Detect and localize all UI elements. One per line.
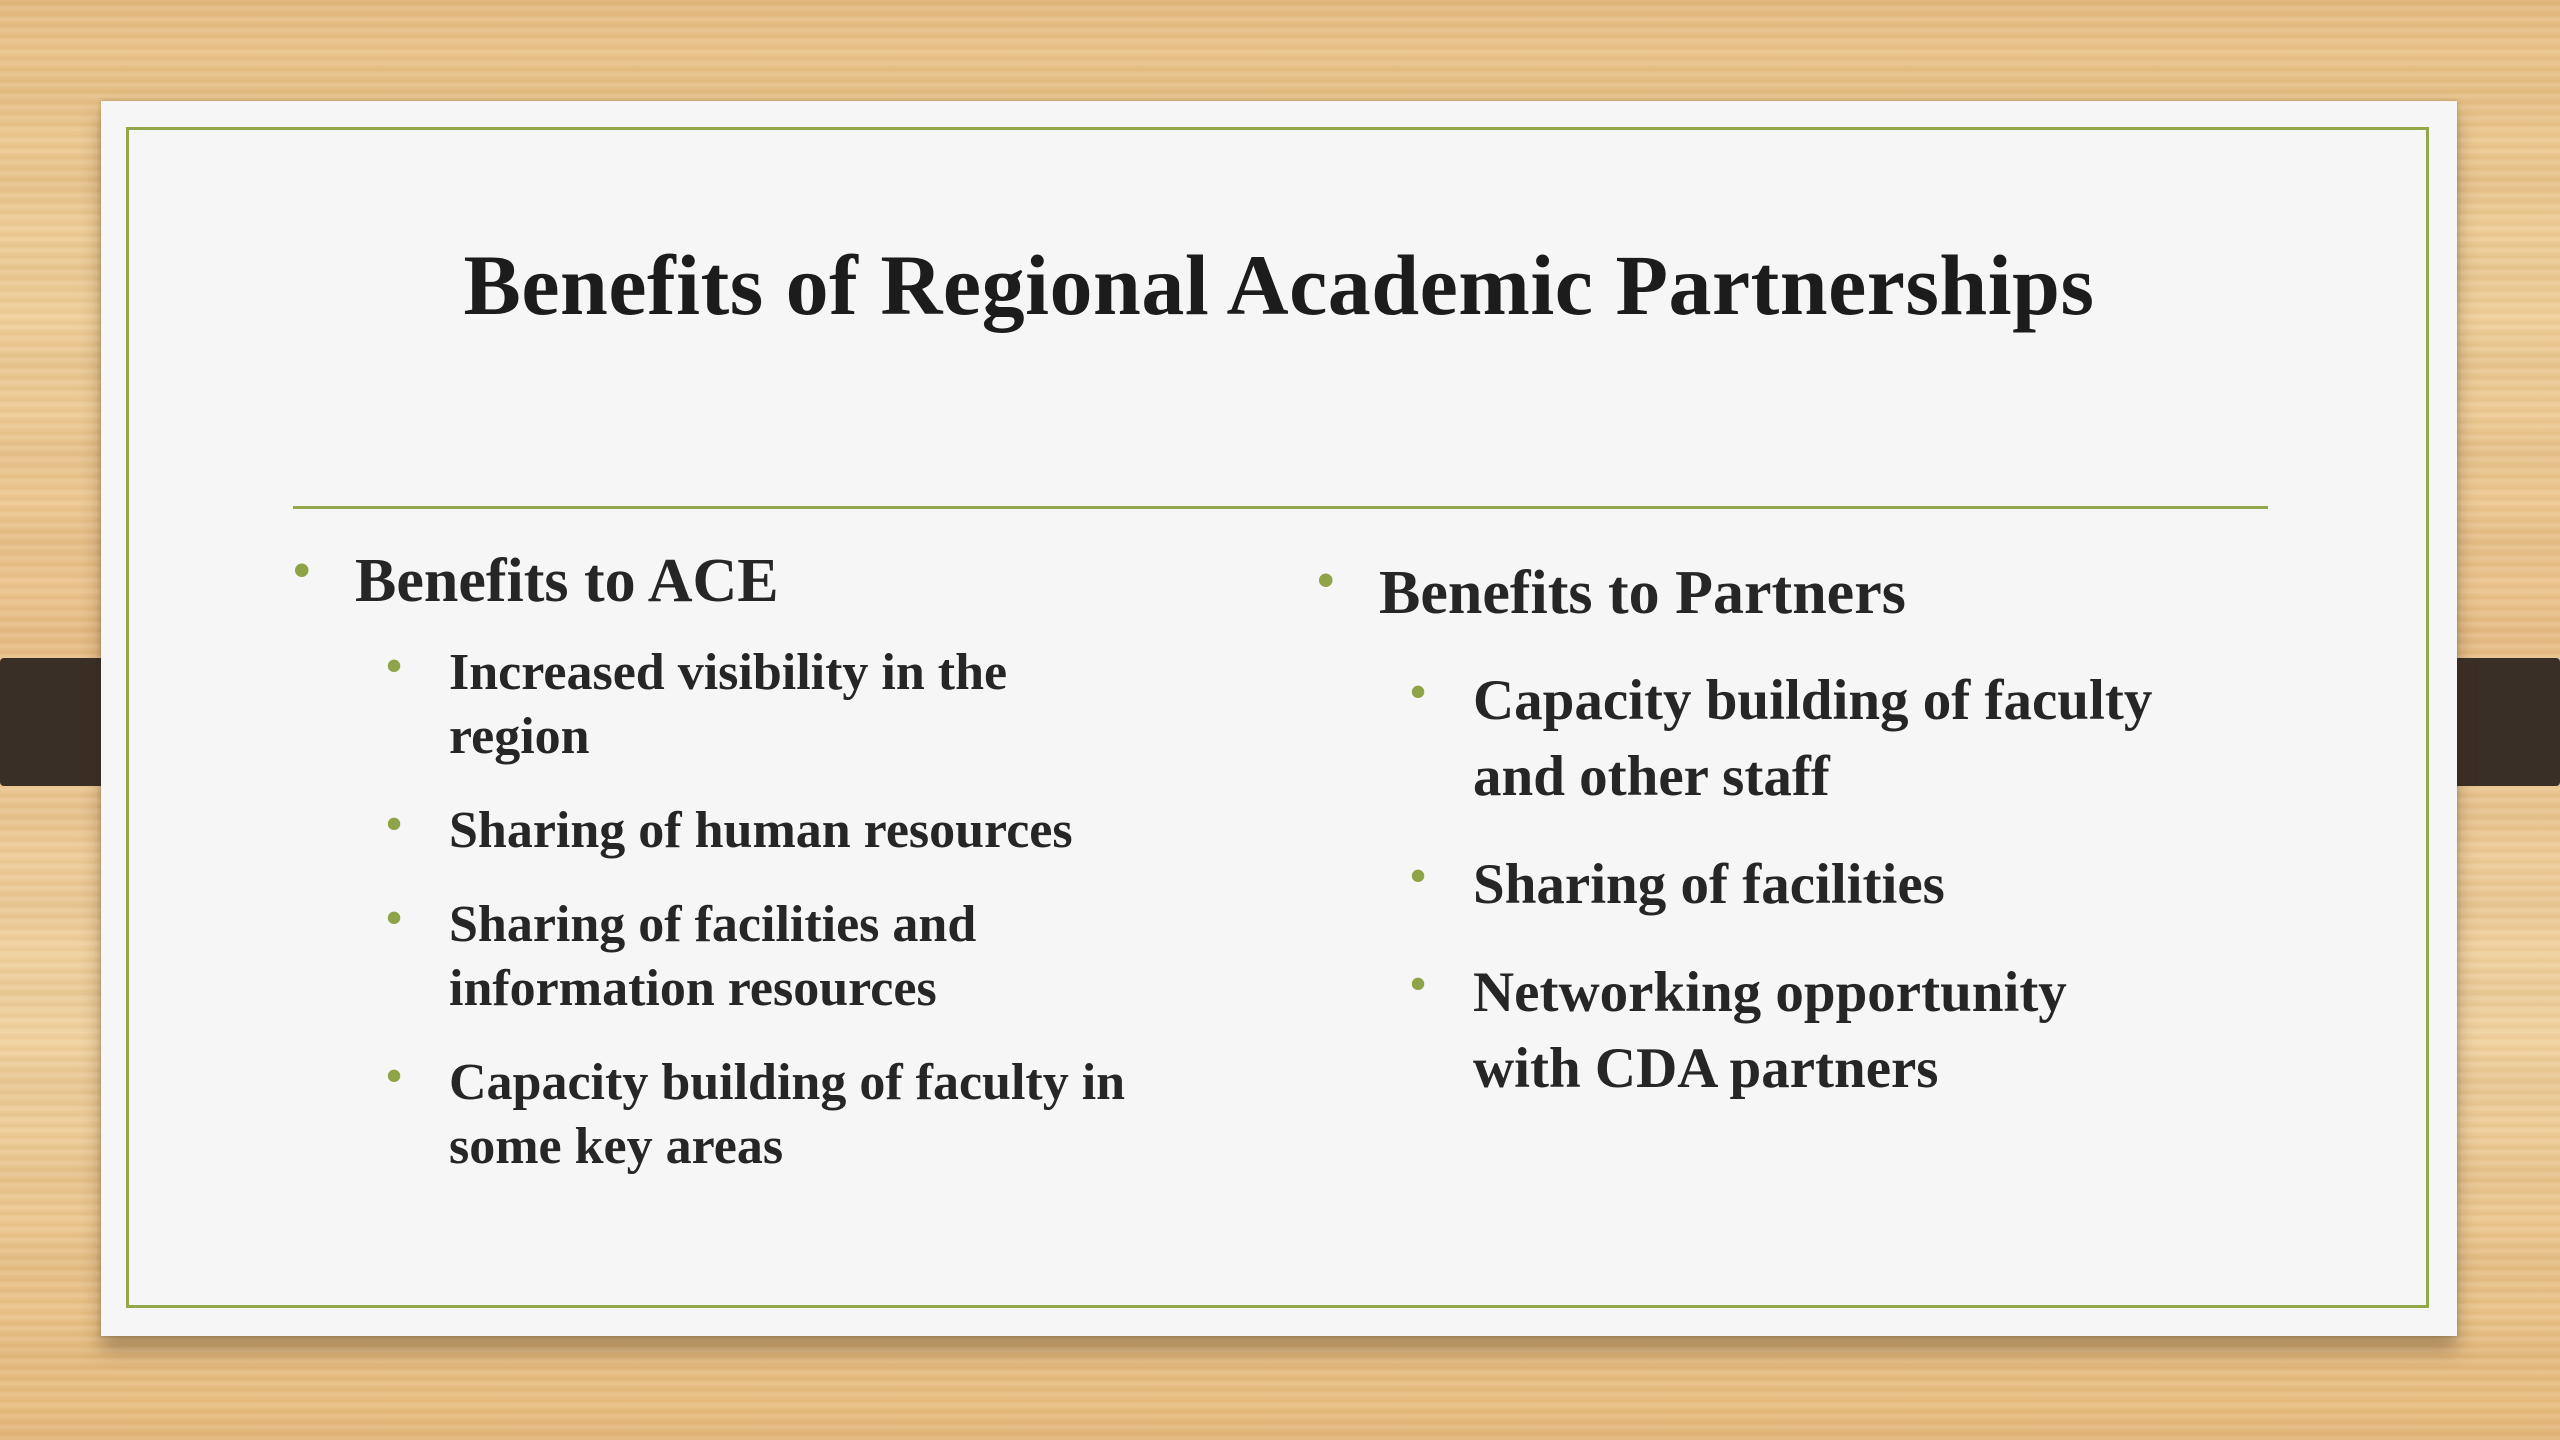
bullet-icon: •	[386, 798, 403, 849]
title-divider	[293, 506, 2268, 509]
bullet-icon: •	[1410, 958, 1427, 1009]
list-item	[1317, 847, 2317, 923]
list-item-line: information resources	[449, 960, 937, 1017]
list-item-line: Sharing of human resources	[449, 802, 1073, 859]
list-item-line: region	[449, 708, 590, 765]
list-item	[1317, 955, 2317, 1107]
list-item	[293, 799, 1293, 863]
list-item-line: Capacity building of faculty in	[449, 1054, 1126, 1111]
bullet-icon: •	[386, 640, 403, 691]
bullet-icon: •	[386, 1050, 403, 1101]
list-item	[1317, 663, 2317, 815]
list-item-line: and other staff	[1473, 745, 1830, 808]
slide	[101, 101, 2457, 1336]
right-column	[1317, 551, 2317, 1139]
list-item-line: Capacity building of faculty	[1473, 669, 2153, 732]
right-heading: Benefits to Partners	[1379, 559, 1906, 627]
bullet-icon: •	[293, 542, 311, 598]
right-heading-bullet	[1317, 551, 2317, 635]
bullet-icon: •	[1410, 666, 1427, 717]
left-column	[293, 541, 1293, 1209]
slide-title: Benefits of Regional Academic Partnerships	[463, 237, 2095, 333]
list-item-line: Networking opportunity	[1473, 961, 2067, 1024]
list-item-line: Increased visibility in the	[449, 644, 1008, 701]
left-heading: Benefits to ACE	[355, 547, 779, 615]
list-item-line: with CDA partners	[1473, 1037, 1939, 1100]
bullet-icon: •	[1410, 850, 1427, 901]
list-item-line: Sharing of facilities	[1473, 853, 1945, 916]
left-heading-bullet	[293, 541, 1293, 621]
list-item-line: some key areas	[449, 1118, 784, 1175]
list-item	[293, 893, 1293, 1021]
bullet-icon: •	[1317, 552, 1335, 608]
bullet-icon: •	[386, 892, 403, 943]
list-item-line: Sharing of facilities and	[449, 896, 977, 953]
list-item	[293, 1051, 1293, 1179]
list-item	[293, 641, 1293, 769]
